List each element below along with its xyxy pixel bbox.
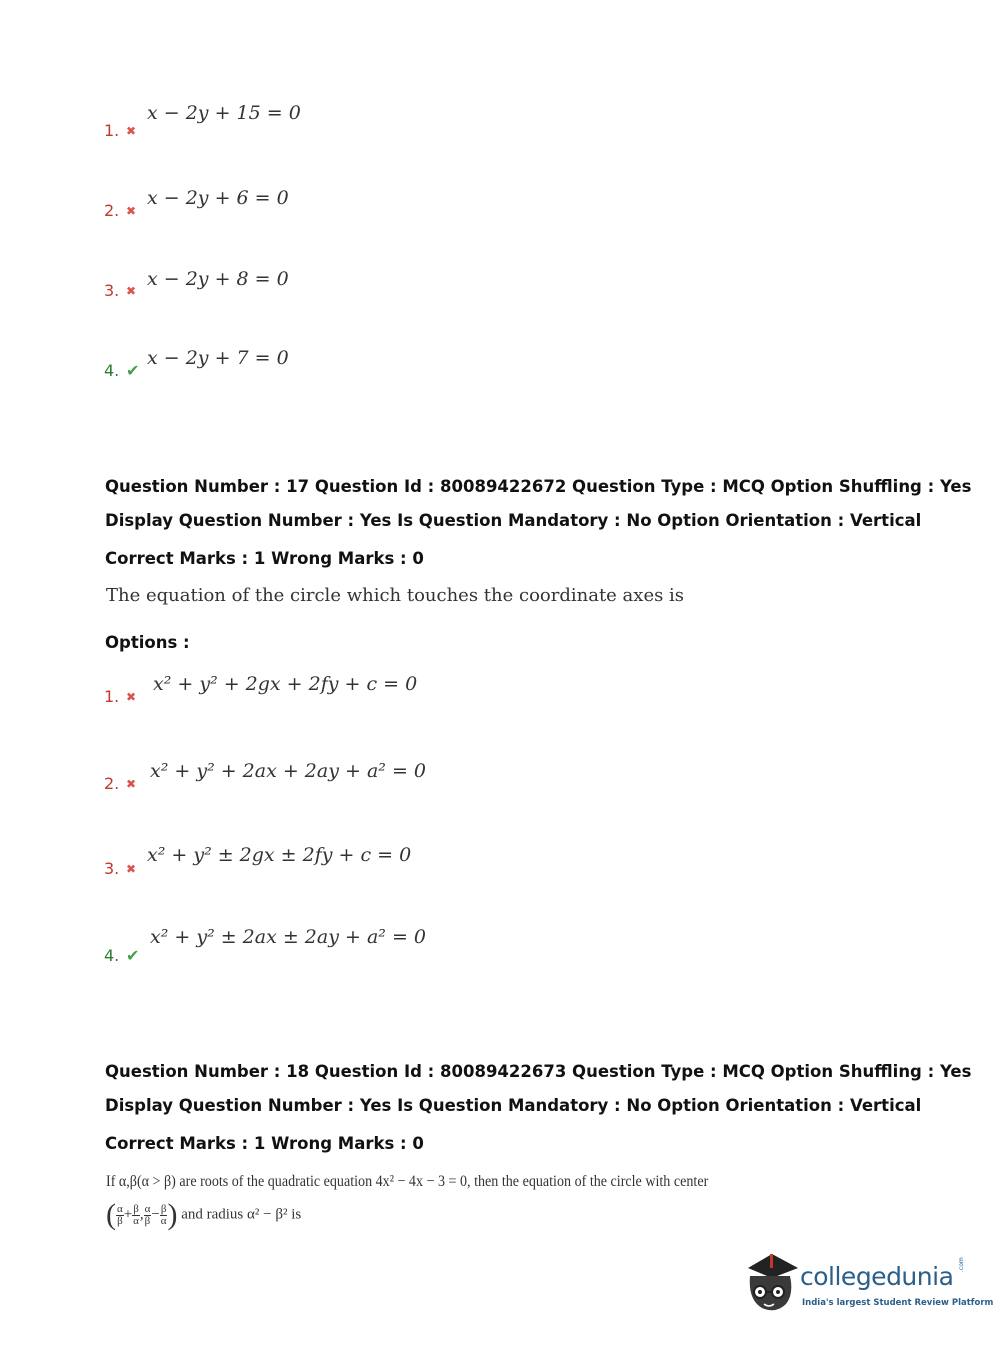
wrong-icon: ✖ xyxy=(126,204,137,218)
wrong-icon: ✖ xyxy=(126,284,137,298)
left-paren: ( xyxy=(106,1198,116,1231)
mascot-icon xyxy=(742,1248,802,1320)
q18-meta-line-2: Display Question Number : Yes Is Question Mandatory : No Option Orientation : Vertical xyxy=(105,1096,922,1115)
wrong-icon: ✖ xyxy=(126,862,137,876)
wrong-icon: ✖ xyxy=(126,777,137,791)
option-number: 4. xyxy=(104,361,120,380)
q18-question-text-line-1: If α,β(α > β) are roots of the quadratic equation 4x² − 4x − 3 = 0, then the equation of the circle with center xyxy=(106,1173,709,1190)
q18-question-text-line-2: ( $\frac{\alpha}{\beta}$ + $\frac{\beta}{\alpha}$ , $\frac{\alpha}{\beta}$ − $\frac{\beta}{\alpha}$ ) and radius α² − β² is xyxy=(106,1198,302,1231)
logo-tagline: India's largest Student Review Platform xyxy=(802,1298,994,1308)
logo-suffix: .com xyxy=(958,1257,965,1272)
center-fraction-3: $\frac{\alpha}{\beta}$ xyxy=(144,1202,151,1227)
option-number: 4. xyxy=(104,946,120,965)
q17-option-3-equation: x² + y² ± 2gx ± 2fy + c = 0 xyxy=(147,844,412,866)
wrong-icon: ✖ xyxy=(126,124,137,138)
q18-text-tail: and radius α² − β² is xyxy=(181,1206,302,1223)
option-number: 3. xyxy=(104,859,120,878)
q17-meta-line-2: Display Question Number : Yes Is Question Mandatory : No Option Orientation : Vertical xyxy=(105,511,922,530)
q17-option-4-equation: x² + y² ± 2ax ± 2ay + a² = 0 xyxy=(150,926,426,948)
center-fraction-1: $\frac{\alpha}{\beta}$ xyxy=(117,1202,123,1227)
center-fraction-2: $\frac{\beta}{\alpha}$ xyxy=(133,1202,139,1227)
prev-option-1-equation: x − 2y + 15 = 0 xyxy=(147,102,301,124)
q17-question-text: The equation of the circle which touches the coordinate axes is xyxy=(106,585,685,606)
q17-option-1-equation: x² + y² + 2gx + 2fy + c = 0 xyxy=(153,673,418,695)
prev-option-2-equation: x − 2y + 6 = 0 xyxy=(147,187,289,209)
right-paren: ) xyxy=(167,1198,178,1231)
option-number: 1. xyxy=(104,121,120,140)
collegedunia-logo xyxy=(742,1248,994,1320)
logo-wordmark: collegedunia xyxy=(800,1262,954,1291)
wrong-icon: ✖ xyxy=(126,690,137,704)
option-number: 2. xyxy=(104,774,120,793)
q18-meta-line-3: Correct Marks : 1 Wrong Marks : 0 xyxy=(105,1134,424,1153)
check-icon: ✔ xyxy=(126,946,140,965)
q17-option-2-equation: x² + y² + 2ax + 2ay + a² = 0 xyxy=(150,760,426,782)
center-fraction-4: $\frac{\beta}{\alpha}$ xyxy=(160,1202,167,1227)
q17-meta-line-1: Question Number : 17 Question Id : 80089422672 Question Type : MCQ Option Shuffling : Yes xyxy=(105,477,972,496)
prev-option-3-equation: x − 2y + 8 = 0 xyxy=(147,268,289,290)
q17-options-label: Options : xyxy=(105,633,190,652)
check-icon: ✔ xyxy=(126,361,140,380)
option-number: 2. xyxy=(104,201,120,220)
prev-option-4-equation: x − 2y + 7 = 0 xyxy=(147,347,289,369)
q17-meta-line-3: Correct Marks : 1 Wrong Marks : 0 xyxy=(105,549,424,568)
q18-meta-line-1: Question Number : 18 Question Id : 80089422673 Question Type : MCQ Option Shuffling : Yes xyxy=(105,1062,972,1081)
option-number: 1. xyxy=(104,687,120,706)
option-number: 3. xyxy=(104,281,120,300)
